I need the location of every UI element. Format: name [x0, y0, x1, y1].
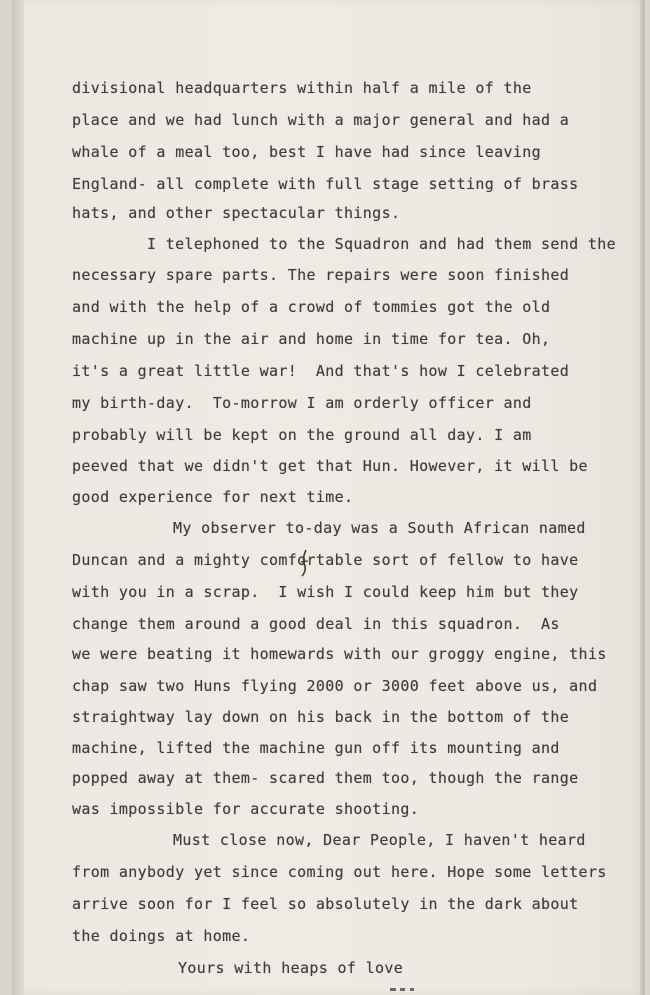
text-line-1: divisional headquarters within half a mile of the — [72, 79, 532, 97]
cut-off-text-marks — [250, 986, 450, 992]
ink-correction-mark — [300, 548, 309, 578]
text-line-6: I telephoned to the Squadron and had them send the — [147, 235, 617, 253]
text-line-26: from anybody yet since coming out here. Hope some letters — [72, 863, 607, 881]
text-line-20: chap saw two Huns flying 2000 or 3000 feet above us, and — [72, 677, 598, 695]
text-line-7: necessary spare parts. The repairs were soon finished — [72, 266, 570, 284]
text-line-14: good experience for next time. — [72, 488, 354, 506]
text-line-22: machine, lifted the machine gun off its mounting and — [72, 739, 560, 757]
text-line-12: probably will be kept on the ground all day. I am — [72, 426, 532, 444]
text-line-17: with you in a scrap. I wish I could keep him but they — [72, 583, 579, 601]
text-line-28: the doings at home. — [72, 927, 251, 945]
page-left-edge — [12, 0, 24, 995]
text-line-21: straightway lay down on his back in the bottom of the — [72, 708, 570, 726]
page-right-edge — [640, 0, 645, 995]
text-line-11: my birth-day. To-morrow I am orderly officer and — [72, 394, 532, 412]
text-line-8: and with the help of a crowd of tommies got the old — [72, 298, 551, 316]
text-line-4: England- all complete with full stage setting of brass — [72, 175, 579, 193]
text-line-18: change them around a good deal in this squadron. As — [72, 615, 560, 633]
text-line-9: machine up in the air and home in time for tea. Oh, — [72, 330, 551, 348]
text-line-13: peeved that we didn't get that Hun. However, it will be — [72, 457, 588, 475]
text-line-19: we were beating it homewards with our groggy engine, this — [72, 645, 607, 663]
text-line-15: My observer to-day was a South African named — [173, 519, 586, 537]
text-line-23: popped away at them- scared them too, though the range — [72, 769, 579, 787]
text-line-27: arrive soon for I feel so absolutely in the dark about — [72, 895, 579, 913]
text-line-3: whale of a meal too, best I have had since leaving — [72, 143, 542, 161]
text-line-24: was impossible for accurate shooting. — [72, 800, 420, 818]
text-line-29: Yours with heaps of love — [178, 959, 404, 977]
text-line-25: Must close now, Dear People, I haven't heard — [173, 831, 586, 849]
text-line-5: hats, and other spectacular things. — [72, 204, 401, 222]
text-line-10: it's a great little war! And that's how I celebrated — [72, 362, 570, 380]
text-line-2: place and we had lunch with a major general and had a — [72, 111, 570, 129]
text-line-16: Duncan and a mighty comfortable sort of fellow to have — [72, 551, 579, 569]
